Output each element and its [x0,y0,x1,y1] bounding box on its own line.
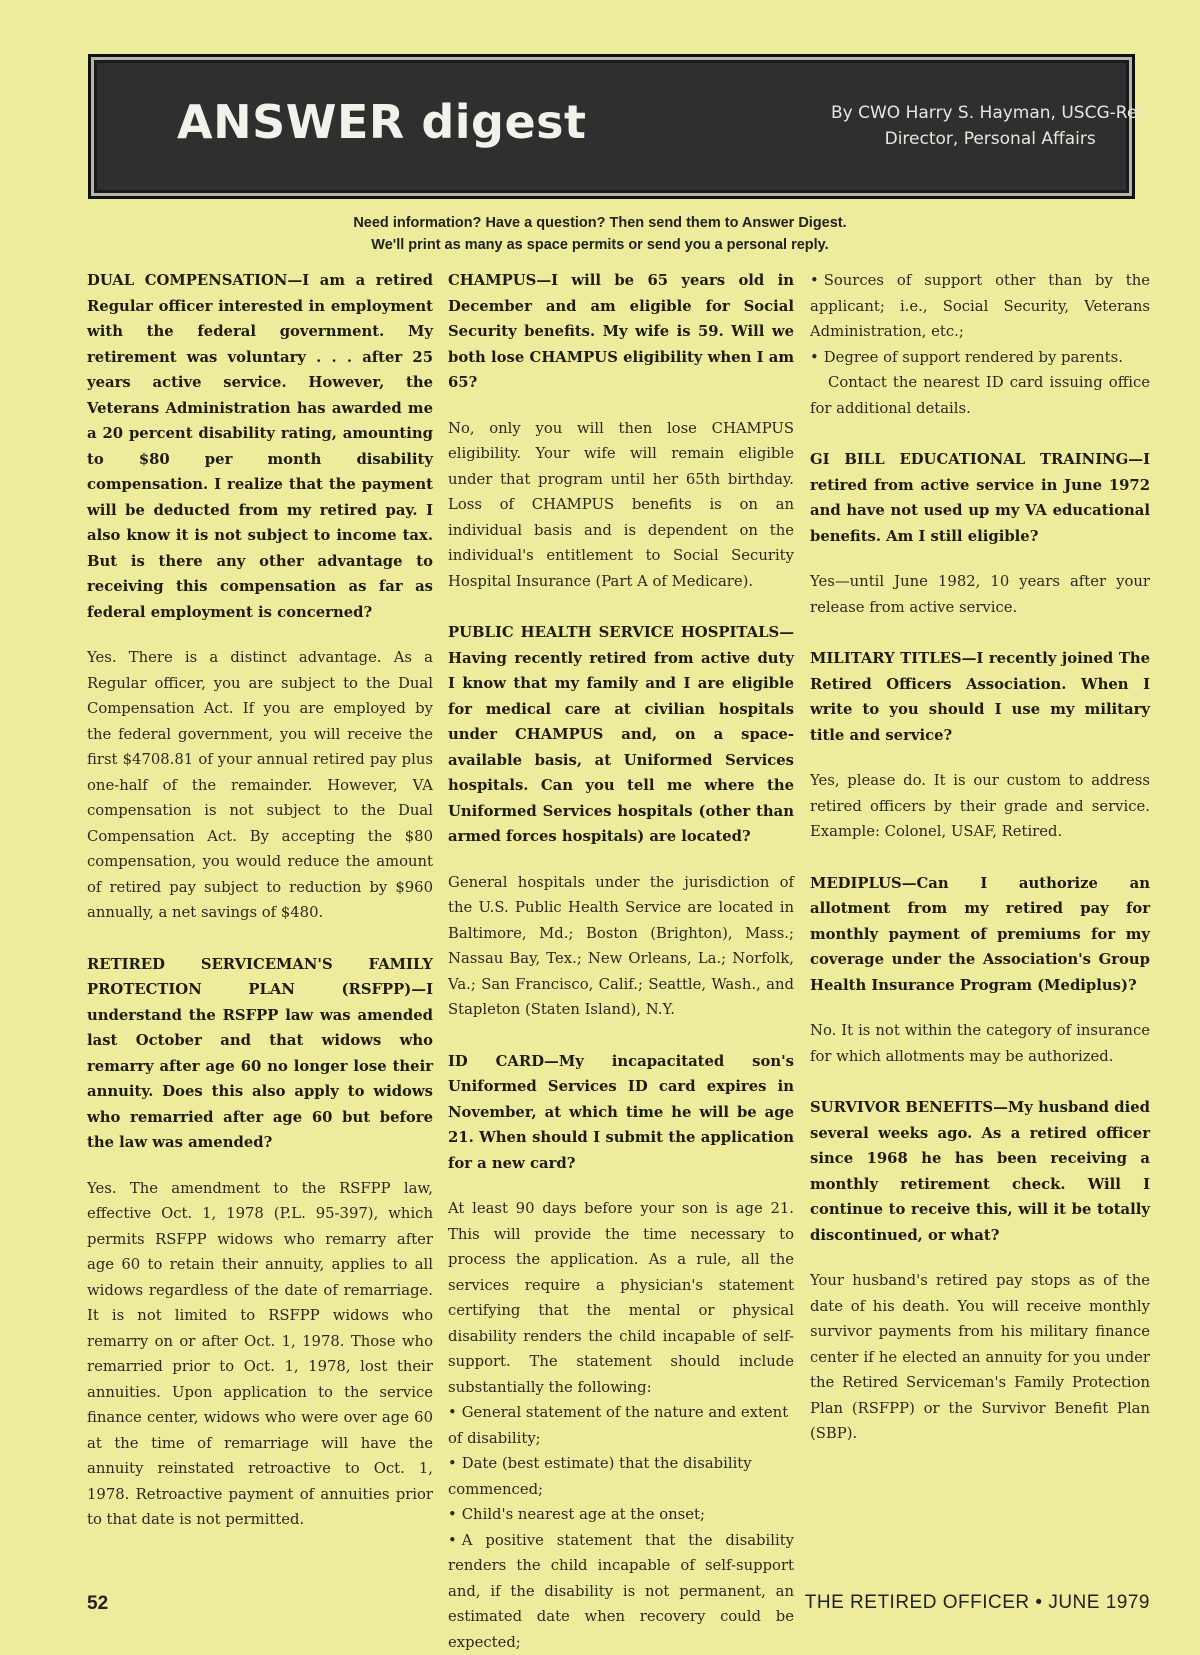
bullet-icon: • [810,349,819,366]
answer-id-card: At least 90 days before your son is age 21. This will provide the time necessary to process the application. As a rule, all the services require a physician's statement certifying that the mental or physical disability renders the child incapable of self-support. The statement should include substantially the following: [448,1196,794,1400]
column-1 [87,268,433,1559]
column-3 [810,268,1150,1473]
intro-line-1: Need information? Have a question? Then send them to Answer Digest. [0,212,1200,234]
question-id-card: ID CARD—My incapacitated son's Uniformed Services ID card expires in November, at which time he will be age 21. When should I submit the application for a new card? [448,1049,794,1177]
answer-survivor-benefits: Your husband's retired pay stops as of the date of his death. You will receive monthly survivor payments from his military finance center if he elected an annuity for you under the Retired Serviceman's Family Protection Plan (RSFPP) or the Survivor Benefit Plan (SBP). [810,1268,1150,1447]
intro-note [0,212,1200,256]
question-rsfpp: RETIRED SERVICEMAN'S FAMILY PROTECTION PLAN (RSFPP)—I understand the RSFPP law was amended last October and that widows who remarry after age 60 no longer lose their annuity. Does this also apply to widows who remarried after age 60 but before the law was amended? [87,952,433,1156]
question-survivor-benefits: SURVIVOR BENEFITS—My husband died several weeks ago. As a retired officer since 1968 he has been receiving a monthly retirement check. Will I continue to receive this, will it be totally discontinued, or what? [810,1095,1150,1248]
bullet-icon: • [448,1455,457,1472]
magazine-issue: THE RETIRED OFFICER • JUNE 1979 [805,1592,1150,1614]
column-2 [448,268,794,1655]
question-mediplus: MEDIPLUS—Can I authorize an allotment from my retired pay for monthly payment of premiums for my coverage under the Association's Group Health Insurance Program (Mediplus)? [810,871,1150,999]
id-card-closing-note: Contact the nearest ID card issuing office for additional details. [810,370,1150,421]
question-military-titles: MILITARY TITLES—I recently joined The Retired Officers Association. When I write to you should I use my military title and service? [810,646,1150,748]
bullet-icon: • [448,1404,457,1421]
answer-military-titles: Yes, please do. It is our custom to address retired officers by their grade and service. Example: Colonel, USAF, Retired. [810,768,1150,845]
bullet-item: • Date (best estimate) that the disability commenced; [448,1451,794,1502]
answer-public-health-hospitals: General hospitals under the jurisdiction of the U.S. Public Health Service are located in Baltimore, Md.; Boston (Brighton), Mass.; Nassau Bay, Tex.; New Orleans, La.; Norfolk, Va.; San Francisco, Calif.; Seattle, Wash., and Stapleton (Staten Island), N.Y. [448,870,794,1023]
question-gi-bill: GI BILL EDUCATIONAL TRAINING—I retired from active service in June 1972 and have not used up my VA educational benefits. Am I still eligible? [810,447,1150,549]
answer-rsfpp: Yes. The amendment to the RSFPP law, effective Oct. 1, 1978 (P.L. 95-397), which permits RSFPP widows who remarry after age 60 to retain their annuity, applies to all widows regardless of the date of remarriage. It is not limited to RSFPP widows who remarry on or after Oct. 1, 1978. Those who remarried prior to Oct. 1, 1978, lost their annuities. Upon application to the service finance center, widows who were over age 60 at the time of remarriage will have the annuity reinstated retroactive to Oct. 1, 1978. Retroactive payment of annuities prior to that date is not permitted. [87,1176,433,1533]
question-dual-compensation: DUAL COMPENSATION—I am a retired Regular officer interested in employment with the federal government. My retirement was voluntary . . . after 25 years active service. However, the Veterans Administration has awarded me a 20 percent disability rating, amounting to $80 per month disability compensation. I realize that the payment will be deducted from my retired pay. I also know it is not subject to income tax. But is there any other advantage to receiving this compensation as far as federal employment is concerned? [87,268,433,625]
bullet-item: • Degree of support rendered by parents. [810,345,1150,371]
question-champus: CHAMPUS—I will be 65 years old in December and am eligible for Social Security benefits. My wife is 59. Will we both lose CHAMPUS eligibility when I am 65? [448,268,794,396]
bullet-item: • A positive statement that the disability renders the child incapable of self-support and, if the disability is not permanent, an estimated date when recovery could be expected; [448,1528,794,1655]
bullet-icon: • [810,272,819,289]
answer-dual-compensation: Yes. There is a distinct advantage. As a Regular officer, you are subject to the Dual Compensation Act. If you are employed by the federal government, you will receive the first $4708.81 of your annual retired pay plus one-half of the remainder. However, VA compensation is not subject to the Dual Compensation Act. By accepting the $80 compensation, you would reduce the amount of retired pay subject to reduction by $960 annually, a net savings of $480. [87,645,433,926]
bullet-item: • Child's nearest age at the onset; [448,1502,794,1528]
page-number: 52 [87,1593,108,1615]
answer-gi-bill: Yes—until June 1982, 10 years after your release from active service. [810,569,1150,620]
author-name: By CWO Harry S. Hayman, USCG-Ret. [831,100,1149,126]
intro-line-2: We'll print as many as space permits or send you a personal reply. [0,234,1200,256]
answer-champus: No, only you will then lose CHAMPUS eligibility. Your wife will remain eligible under that program until her 65th birthday. Loss of CHAMPUS benefits is on an individual basis and is dependent on the individual's entitlement to Social Security Hospital Insurance (Part A of Medicare). [448,416,794,595]
byline [831,100,1149,152]
answer-digest-banner [88,54,1135,199]
bullet-icon: • [448,1532,457,1549]
bullet-icon: • [448,1506,457,1523]
answer-mediplus: No. It is not within the category of insurance for which allotments may be authorized. [810,1018,1150,1069]
author-role: Director, Personal Affairs [831,126,1149,152]
question-public-health-hospitals: PUBLIC HEALTH SERVICE HOSPITALS—Having recently retired from active duty I know that my family and I are eligible for medical care at civilian hospitals under CHAMPUS and, on a space-available basis, at Uniformed Services hospitals. Can you tell me where the Uniformed Services hospitals (other than armed forces hospitals) are located? [448,620,794,850]
bullet-item: • General statement of the nature and extent of disability; [448,1400,794,1451]
bullet-item: • Sources of support other than by the applicant; i.e., Social Security, Veterans Administration, etc.; [810,268,1150,345]
column-title: ANSWER digest [177,95,587,149]
